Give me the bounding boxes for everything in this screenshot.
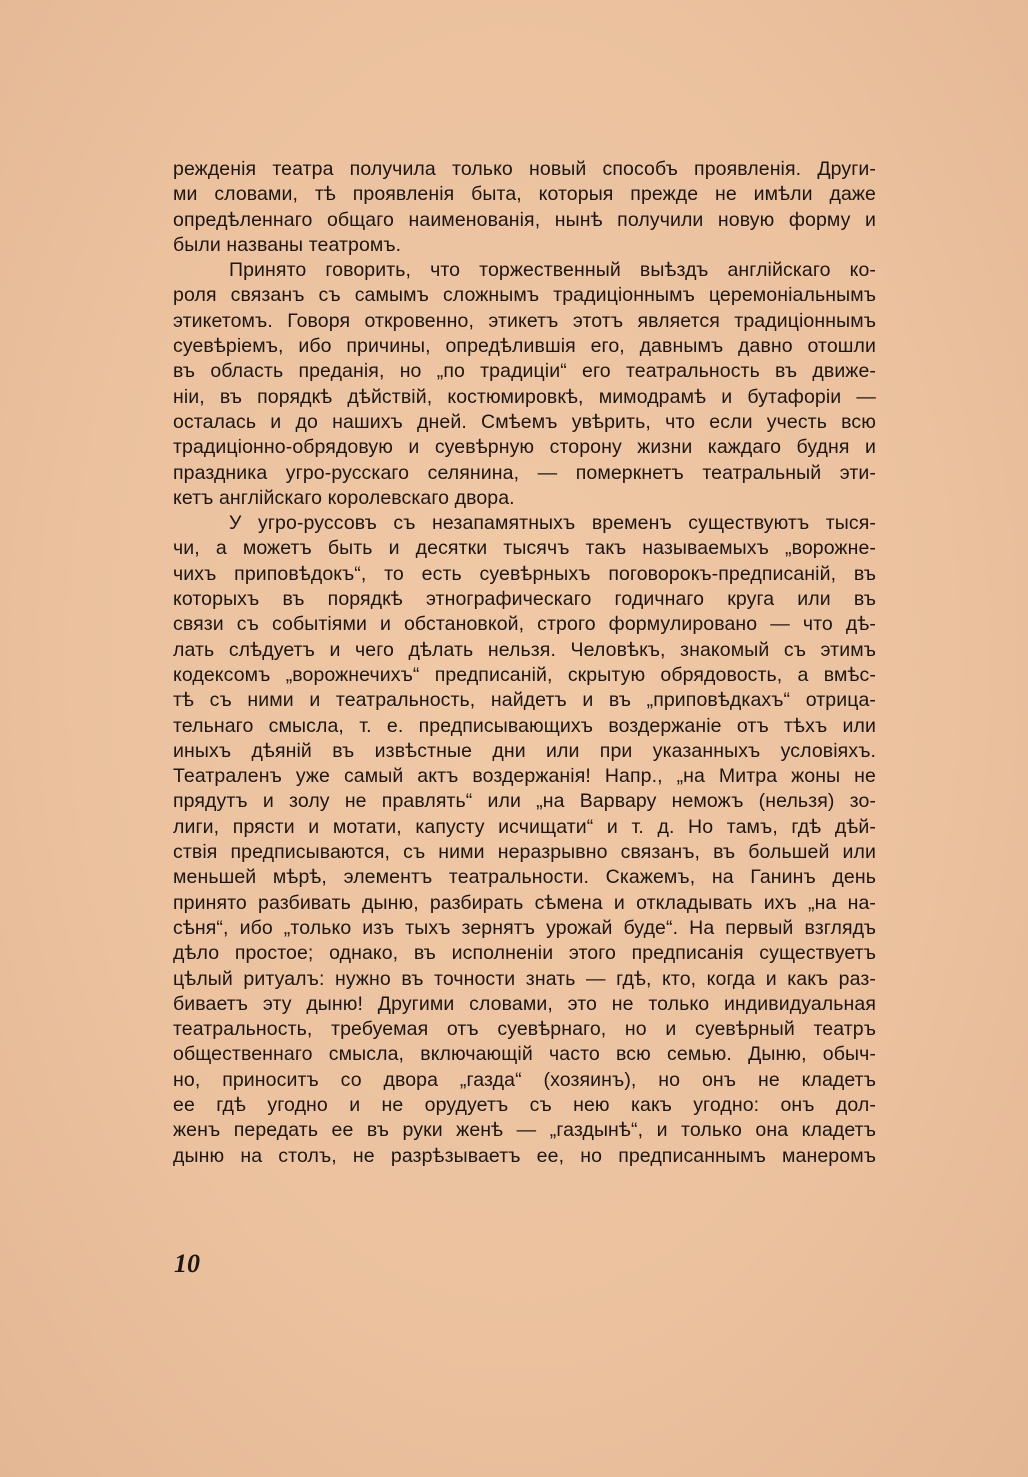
text-line: праздника угро-русскаго селянина, — померкнетъ театральный эти-: [173, 461, 876, 484]
text-line: сѣня“, ибо „только изъ тыхъ зернятъ урожай буде“. На первый взглядъ: [173, 916, 876, 939]
text-line: роля связанъ съ самымъ сложнымъ традиціоннымъ церемоніальнымъ: [173, 284, 876, 307]
text-line: ми словами, тѣ проявленія быта, которыя прежде не имѣли даже: [173, 183, 876, 206]
page-number: 10: [174, 1249, 200, 1278]
text-line: этикетомъ. Говоря откровенно, этикетъ этотъ является традиціоннымъ: [173, 309, 876, 332]
text-line: театральность, требуемая отъ суевѣрнаго, но и суевѣрный театръ: [173, 1018, 876, 1041]
text-line: осталась и до нашихъ дней. Смѣемъ увѣрить, что если учесть всю: [173, 410, 876, 433]
text-line: кодексомъ „ворожнечихъ“ предписаній, скрытую обрядовость, а вмѣс-: [173, 663, 876, 686]
text-line: лиги, прясти и мотати, капусту исчищати“ и т. д. Но тамъ, гдѣ дѣй-: [173, 815, 876, 838]
text-line: тельнаго смысла, т. е. предписывающихъ воздержаніе отъ тѣхъ или: [173, 714, 876, 737]
text-line: кетъ англійскаго королевскаго двора.: [173, 486, 515, 509]
text-line: женъ передать ее въ руки женѣ — „газдынѣ“, и только она кладетъ: [173, 1119, 876, 1142]
text-line: У угро-руссовъ съ незапамятныхъ временъ существуютъ тыся-: [229, 512, 876, 535]
text-line: ее гдѣ угодно и не орудуетъ съ нею какъ угодно: онъ дол-: [173, 1093, 876, 1116]
text-line: опредѣленнаго общаго наименованія, нынѣ получили новую форму и: [173, 208, 876, 231]
text-line: иныхъ дѣяній въ извѣстные дни или при указанныхъ условіяхъ.: [173, 739, 876, 762]
text-line: прядутъ и золу не правлять“ или „на Варвару неможъ (нельзя) зо-: [173, 790, 876, 813]
text-line: ніи, въ порядкѣ дѣйствій, костюмировкѣ, мимодрамѣ и бутафоріи —: [173, 385, 876, 408]
text-line: биваетъ эту дыню! Другими словами, это не только индивидуальная: [173, 992, 876, 1015]
text-line: общественнаго смысла, включающій часто всю семью. Дыню, обыч-: [173, 1043, 876, 1066]
text-line: традиціонно-обрядовую и суевѣрную сторону жизни каждаго будня и: [173, 436, 876, 459]
text-line: Принято говорить, что торжественный выѣздъ англійскаго ко-: [229, 259, 876, 282]
text-line: режденія театра получила только новый способъ проявленія. Други-: [173, 158, 876, 180]
text-line: чихъ приповѣдокъ“, то есть суевѣрныхъ поговорокъ-предписаній, въ: [173, 562, 876, 585]
text-line: Театраленъ уже самый актъ воздержанія! Напр., „на Митра жоны не: [173, 765, 876, 788]
text-line: суевѣріемъ, ибо причины, опредѣлившія его, давнымъ давно отошли: [173, 335, 876, 358]
text-line: но, приноситъ со двора „газда“ (хозяинъ), но онъ не кладетъ: [173, 1068, 876, 1091]
text-line: которыхъ въ порядкѣ этнографическаго годичнаго круга или въ: [173, 588, 876, 611]
text-line: дыню на столъ, не разрѣзываетъ ее, но предписаннымъ манеромъ: [173, 1144, 876, 1167]
text-line: связи съ событіями и обстановкой, строго формулировано — что дѣ-: [173, 613, 876, 636]
body-text: [173, 157, 876, 1169]
text-line: меньшей мѣрѣ, элементъ театральности. Скажемъ, на Ганинъ день: [173, 866, 876, 889]
text-line: цѣлый ритуалъ: нужно въ точности знать — гдѣ, кто, когда и какъ раз-: [173, 967, 876, 990]
text-line: лать слѣдуетъ и чего дѣлать нельзя. Человѣкъ, знакомый съ этимъ: [173, 638, 876, 661]
text-line: въ область преданія, но „по традиціи“ его театральность въ движе-: [173, 360, 876, 383]
text-line: чи, а можетъ быть и десятки тысячъ такъ называемыхъ „ворожне-: [173, 537, 876, 560]
text-line: принято разбивать дыню, разбирать сѣмена и откладывать ихъ „на на-: [173, 891, 876, 914]
text-line: были названы театромъ.: [173, 233, 402, 256]
text-line: ствія предписываются, съ ними неразрывно связанъ, въ большей или: [173, 841, 876, 864]
text-line: тѣ съ ними и театральность, найдетъ и въ „приповѣдкахъ“ отрица-: [173, 689, 876, 712]
text-line: дѣло простое; однако, въ исполненіи этого предписанія существуетъ: [173, 942, 876, 965]
